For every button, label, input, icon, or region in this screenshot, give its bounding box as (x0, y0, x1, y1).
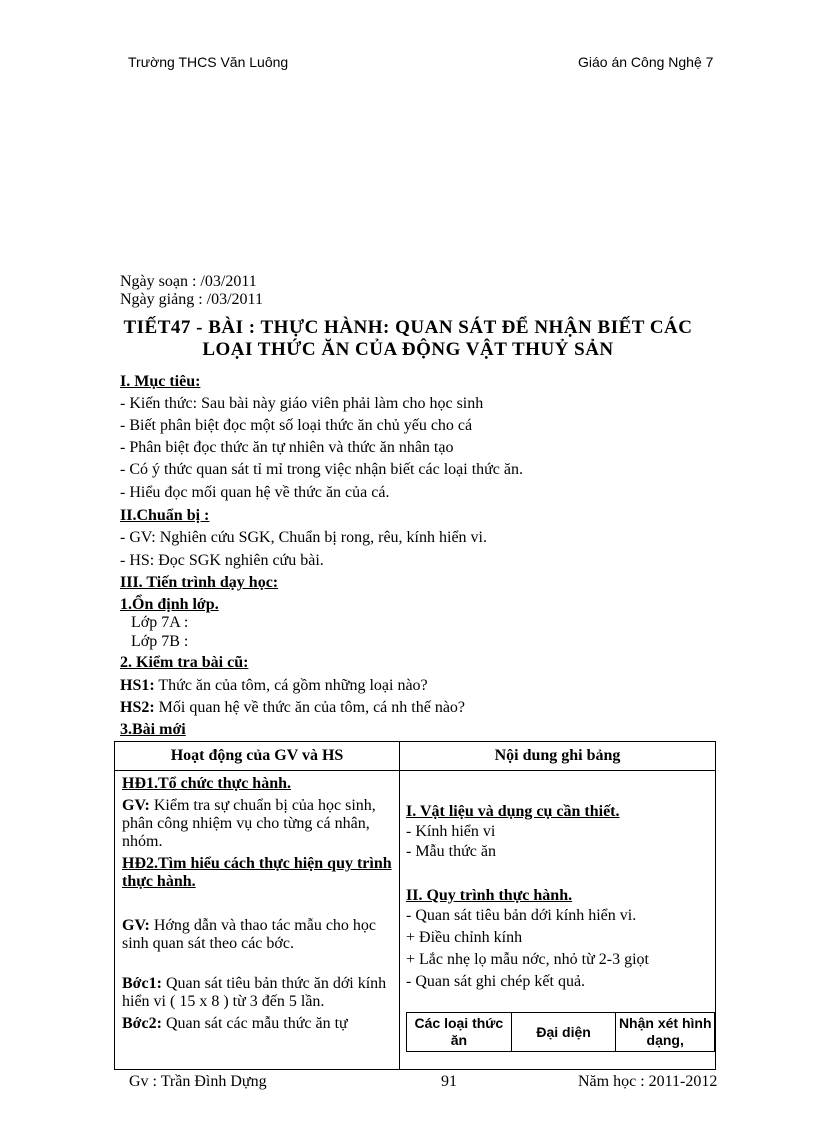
food-types-col-remark: Nhận xét hình dạng, (616, 1013, 715, 1052)
objective-item: - Kiến thức: Sau bài này giáo viên phải làm cho học sinh (120, 395, 484, 412)
step-label: Bớc1: (122, 975, 162, 992)
footer-school-year: Năm học : 2011-2012 (578, 1073, 718, 1090)
gv-label: GV: (122, 917, 150, 934)
subsection-on-dinh-lop: 1.Ổn định lớp. (120, 596, 219, 613)
activity-hd2: HĐ2.Tìm hiểu cách thực hiện quy trình thực hành. (122, 855, 392, 890)
materials-heading: I. Vật liệu và dụng cụ cần thiết. (406, 803, 620, 820)
question-text: Mối quan hệ về thức ăn của tôm, cá nh thế nào? (154, 699, 466, 716)
procedure-item: + Điều chỉnh kính (406, 929, 523, 946)
section1-heading: I. Mục tiêu: (120, 373, 201, 390)
procedure-item: - Quan sát tiêu bản dới kính hiển vi. (406, 907, 637, 924)
prep-item: - GV: Nghiên cứu SGK, Chuẩn bị rong, rêu, kính hiển vi. (120, 529, 487, 546)
review-question (120, 675, 428, 696)
activity-step1 (122, 975, 393, 1011)
section2-heading: II.Chuẩn bị : (120, 507, 210, 524)
date-giang: Ngày giảng : /03/2011 (120, 291, 263, 308)
header-school: Trường THCS Văn Luông (128, 54, 289, 70)
food-types-header-row (407, 1013, 715, 1052)
activity-gv1 (122, 797, 393, 851)
procedure-item: + Lắc nhẹ lọ mẫu nớc, nhỏ từ 2-3 giọt (406, 951, 649, 968)
procedure-item: - Quan sát ghi chép kết quả. (406, 973, 586, 990)
activity-hd1: HĐ1.Tổ chức thực hành. (122, 775, 291, 792)
table-header-board-content: Nội dung ghi bảng (400, 742, 716, 771)
section3-heading: III. Tiến trình dạy học: (120, 574, 279, 591)
food-types-col-type: Các loại thức ăn (407, 1013, 512, 1052)
lesson-title-line2: LOẠI THỨC ĂN CỦA ĐỘNG VẬT THUỶ SẢN (202, 339, 614, 360)
review-question (120, 697, 465, 718)
material-item: - Kính hiển vi (406, 823, 496, 840)
step-text: Quan sát tiêu bản thức ăn dới kính hiển vi ( 15 x 8 ) từ 3 đến 5 lần. (122, 975, 387, 1010)
lesson-table (114, 741, 716, 1070)
objective-item: - Biết phân biệt đọc một số loại thức ăn chủ yếu cho cá (120, 417, 473, 434)
gv-text: Hớng dẫn và thao tác mẫu cho học sinh quan sát theo các bớc. (122, 917, 377, 952)
question-text: Thức ăn của tôm, cá gồm những loại nào? (154, 677, 428, 694)
material-item: - Mẫu thức ăn (406, 843, 496, 860)
prep-item: - HS: Đọc SGK nghiên cứu bài. (120, 552, 324, 569)
date-soan: Ngày soạn : /03/2011 (120, 273, 257, 290)
objective-item: - Phân biệt đọc thức ăn tự nhiên và thức ăn nhân tạo (120, 439, 454, 456)
activity-gv2 (122, 917, 393, 953)
class-item: Lớp 7A : (131, 614, 189, 631)
objective-item: - Hiểu đọc mối quan hệ về thức ăn của cá. (120, 484, 390, 501)
footer-teacher: Gv : Trần Đình Dựng (129, 1073, 267, 1090)
question-label: HS2: (120, 699, 155, 716)
table-header-row (115, 742, 716, 771)
activity-step2 (122, 1015, 393, 1033)
gv-label: GV: (122, 797, 150, 814)
step-label: Bớc2: (122, 1015, 162, 1032)
gv-text: Kiểm tra sự chuẩn bị của học sinh, phân công nhiệm vụ cho từng cá nhân, nhóm. (122, 797, 376, 850)
objective-item: - Có ý thức quan sát tỉ mỉ trong việc nhận biết các loại thức ăn. (120, 461, 524, 478)
board-content-cell (400, 771, 716, 1070)
question-label: HS1: (120, 677, 155, 694)
class-item: Lớp 7B : (131, 633, 189, 650)
header-subject: Giáo án Công Nghệ 7 (578, 54, 714, 70)
lesson-title-line1: TIẾT47 - BÀI : THỰC HÀNH: QUAN SÁT ĐỂ NHẬN BIẾT CÁC (123, 317, 693, 338)
step-text: Quan sát các mẫu thức ăn tự (161, 1015, 348, 1032)
food-types-col-example: Đại diện (511, 1013, 616, 1052)
footer-page-number: 91 (441, 1073, 457, 1090)
table-header-activities: Hoạt động của GV và HS (115, 742, 400, 771)
activities-cell (115, 771, 400, 1070)
procedure-heading: II. Quy trình thực hành. (406, 887, 573, 904)
food-types-table (406, 1012, 715, 1052)
table-row (115, 771, 716, 1070)
subsection-bai-moi: 3.Bài mới (120, 721, 186, 738)
subsection-kiem-tra: 2. Kiểm tra bài cũ: (120, 654, 249, 671)
